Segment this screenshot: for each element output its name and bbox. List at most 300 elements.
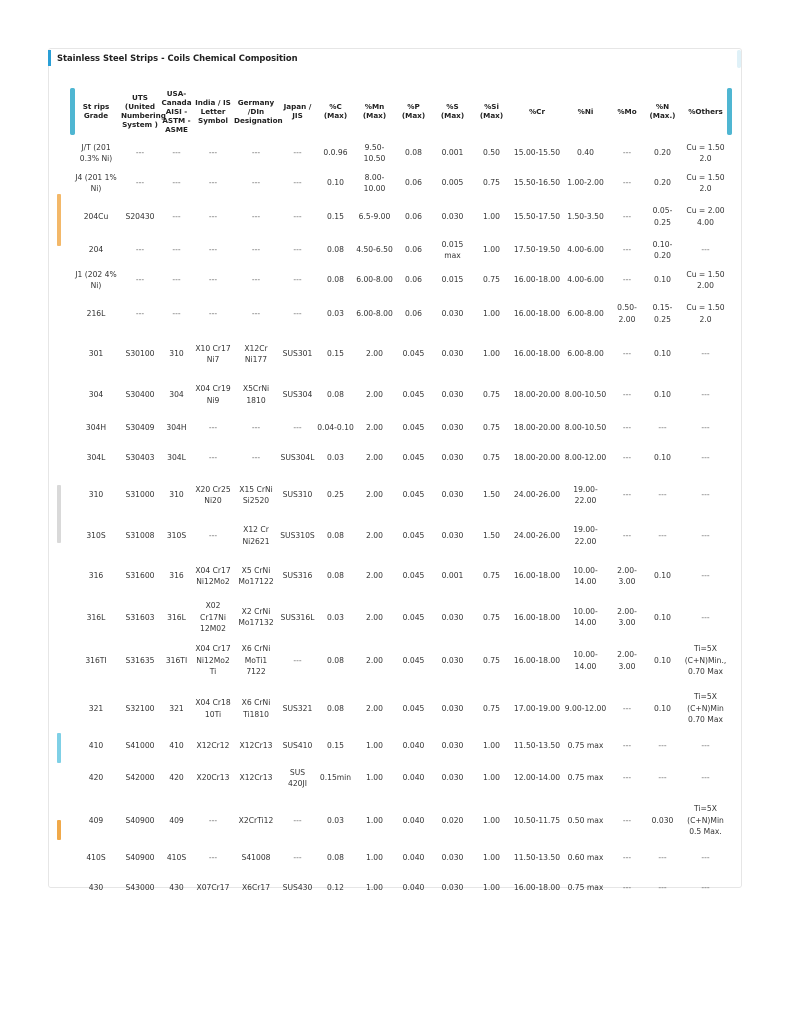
cell-silicon: 1.00 [483, 741, 500, 751]
cell-chromium: 10.50-11.75 [513, 815, 561, 825]
cell-phosphorus: 0.040 [402, 741, 425, 751]
cell-uns: S31600 [125, 571, 155, 581]
cell-carbon: 0.03 [327, 815, 344, 825]
cell-others: Ti=5X (C+N)Min 0.70 Max [687, 692, 724, 725]
cell-others: --- [701, 349, 710, 359]
cell-grade: 310S [86, 530, 106, 540]
cell-germany-din: --- [251, 423, 261, 433]
cell-india-is: X20Cr13 [196, 773, 230, 783]
cell-grade: 316TI [85, 655, 107, 665]
cell-others: --- [701, 245, 710, 255]
table-row [72, 685, 732, 733]
cell-phosphorus: 0.045 [402, 612, 425, 622]
cell-nickel: 4.00-6.00 [567, 275, 604, 285]
cell-india-is: X07Cr17 [196, 883, 230, 893]
cell-nitrogen: --- [658, 883, 667, 893]
table-row [72, 760, 732, 797]
cell-molybdenum: 2.00-3.00 [617, 606, 637, 628]
cell-germany-din: --- [251, 245, 261, 255]
cell-grade: 301 [88, 349, 104, 359]
cell-india-is: X04 Cr17 Ni12Mo2 [195, 565, 231, 586]
cell-uns: S31000 [125, 490, 155, 500]
cell-chromium: 24.00-26.00 [513, 490, 561, 500]
cell-grade: 304H [85, 423, 107, 433]
table-row [72, 376, 732, 413]
cell-carbon: 0.03 [327, 453, 344, 463]
cell-sulfur: 0.030 [441, 389, 464, 399]
cell-chromium: 15.50-16.50 [513, 178, 561, 188]
category-tag-ferritic [57, 820, 61, 840]
cell-india-is: --- [208, 853, 218, 863]
cell-phosphorus: 0.06 [405, 211, 422, 221]
cell-nickel: 19.00-22.00 [573, 484, 598, 505]
cell-nitrogen: 0.15-0.25 [652, 303, 673, 324]
table-row [72, 637, 732, 685]
cell-nickel: 9.00-12.00 [564, 703, 607, 713]
cell-chromium: 17.00-19.00 [513, 703, 561, 713]
cell-uns: S30100 [125, 349, 155, 359]
table-row [72, 235, 732, 265]
cell-molybdenum: --- [622, 275, 632, 285]
cell-chromium: 18.00-20.00 [513, 453, 561, 463]
cell-carbon: 0.08 [327, 245, 344, 255]
cell-sulfur: 0.030 [441, 530, 464, 540]
cell-nitrogen: 0.10 [654, 703, 671, 713]
cell-sulfur: 0.030 [441, 883, 464, 893]
cell-sulfur: 0.030 [441, 853, 464, 863]
cell-molybdenum: 2.00-3.00 [617, 650, 637, 671]
cell-aisi: --- [172, 275, 181, 285]
cell-molybdenum: --- [622, 741, 632, 751]
table-row [72, 845, 732, 872]
cell-others: --- [701, 571, 710, 581]
cell-germany-din: X6Cr17 [241, 883, 271, 893]
table-row [72, 797, 732, 845]
cell-manganese: 9.50-10.50 [363, 142, 386, 163]
cell-molybdenum: --- [622, 423, 632, 433]
cell-uns: --- [135, 148, 145, 158]
cell-molybdenum: --- [622, 453, 632, 463]
cell-aisi: 430 [169, 883, 184, 893]
cell-nickel: 10.00-14.00 [573, 650, 598, 671]
cell-nickel: 0.50 max [567, 815, 604, 825]
cell-manganese: 2.00 [366, 349, 383, 359]
category-tag-martensitic [57, 733, 61, 763]
cell-phosphorus: 0.045 [402, 423, 425, 433]
cell-japan-jis: SUS316 [282, 571, 313, 581]
cell-sulfur: 0.015 [441, 275, 464, 285]
cell-chromium: 15.50-17.50 [513, 211, 561, 221]
cell-others: --- [701, 453, 710, 463]
cell-molybdenum: --- [622, 815, 632, 825]
cell-japan-jis: SUS310S [280, 530, 315, 540]
cell-germany-din: X12 Cr Ni2621 [242, 525, 270, 546]
cell-silicon: 0.75 [483, 275, 500, 285]
cell-uns: S42000 [125, 773, 155, 783]
cell-germany-din: X12Cr13 [239, 741, 273, 751]
cell-others: Cu = 1.50 2.0 [686, 142, 725, 163]
cell-chromium: 16.00-18.00 [513, 571, 561, 581]
cell-manganese: 1.00 [366, 741, 383, 751]
category-tag-200-series [57, 194, 61, 246]
cell-silicon: 1.00 [483, 308, 500, 318]
cell-chromium: 11.50-13.50 [513, 741, 561, 751]
cell-germany-din: --- [251, 178, 261, 188]
cell-uns: S30400 [125, 389, 155, 399]
cell-molybdenum: --- [622, 148, 632, 158]
cell-nitrogen: 0.10 [654, 389, 671, 399]
cell-chromium: 16.00-18.00 [513, 612, 561, 622]
cell-nitrogen: --- [658, 741, 667, 751]
cell-japan-jis: --- [293, 423, 302, 433]
cell-uns: --- [135, 245, 145, 255]
cell-sulfur: 0.001 [441, 571, 464, 581]
cell-japan-jis: --- [293, 275, 302, 285]
cell-japan-jis: SUS304 [282, 389, 313, 399]
title-accent-bar [48, 50, 51, 66]
cell-japan-jis: SUS304L [280, 453, 315, 463]
table-header-row [72, 84, 732, 138]
cell-india-is: X10 Cr17 Ni7 [195, 343, 231, 364]
table-row [72, 413, 732, 443]
cell-nickel: 1.50-3.50 [567, 211, 604, 221]
cell-manganese: 2.00 [366, 490, 383, 500]
cell-others: Cu = 1.50 2.00 [686, 269, 725, 290]
cell-silicon: 0.75 [483, 389, 500, 399]
section-header [48, 50, 298, 66]
cell-molybdenum: --- [622, 211, 632, 221]
column-header-phosphorus: %P (Max) [401, 102, 426, 120]
cell-aisi: 410 [169, 741, 184, 751]
column-header-others: %Others [688, 106, 723, 116]
cell-nitrogen: 0.05-0.25 [652, 206, 673, 227]
cell-japan-jis: SUS430 [282, 883, 313, 893]
cell-carbon: 0.0.96 [323, 148, 348, 158]
cell-japan-jis: --- [293, 211, 302, 221]
cell-others: --- [701, 530, 710, 540]
cell-manganese: 1.00 [366, 853, 383, 863]
cell-japan-jis: SUS410 [282, 741, 313, 751]
cell-grade: 316 [88, 571, 104, 581]
cell-germany-din: X12Cr13 [239, 773, 273, 783]
cell-sulfur: 0.030 [441, 773, 464, 783]
cell-silicon: 1.50 [483, 490, 500, 500]
table-row [72, 517, 732, 554]
cell-grade: 430 [88, 883, 104, 893]
cell-others: Cu = 1.50 2.0 [686, 172, 725, 193]
table-row [72, 332, 732, 376]
cell-india-is: X04 Cr17 Ni12Mo2Ti [195, 644, 231, 677]
cell-silicon: 0.50 [483, 148, 500, 158]
cell-carbon: 0.08 [327, 655, 344, 665]
cell-india-is: --- [208, 423, 218, 433]
cell-molybdenum: --- [622, 245, 632, 255]
table-row [72, 138, 732, 168]
cell-india-is: X12Cr12 [196, 741, 230, 751]
cell-phosphorus: 0.040 [402, 815, 425, 825]
table-row [72, 168, 732, 198]
cell-manganese: 2.00 [366, 389, 383, 399]
cell-india-is: --- [208, 275, 218, 285]
cell-molybdenum: --- [622, 389, 632, 399]
cell-silicon: 1.00 [483, 883, 500, 893]
cell-chromium: 15.00-15.50 [513, 148, 561, 158]
cell-uns: S41000 [125, 741, 155, 751]
cell-nickel: 0.75 max [567, 741, 604, 751]
cell-aisi: 321 [169, 703, 184, 713]
cell-sulfur: 0.030 [441, 655, 464, 665]
cell-molybdenum: --- [622, 530, 632, 540]
cell-sulfur: 0.030 [441, 741, 464, 751]
cell-uns: S43000 [125, 883, 155, 893]
cell-nickel: 10.00-14.00 [573, 606, 598, 628]
cell-silicon: 1.50 [483, 530, 500, 540]
cell-others: Cu = 1.50 2.0 [686, 303, 725, 324]
cell-carbon: 0.25 [327, 490, 344, 500]
cell-molybdenum: --- [622, 349, 632, 359]
cell-aisi: --- [172, 211, 181, 221]
table-row [72, 733, 732, 760]
cell-nitrogen: --- [658, 853, 667, 863]
column-header-manganese: %Mn (Max) [362, 102, 387, 120]
cell-germany-din: X15 CrNi Si2520 [239, 484, 273, 505]
cell-grade: 409 [88, 815, 104, 825]
cell-phosphorus: 0.045 [402, 530, 425, 540]
cell-aisi: 316L [167, 612, 186, 622]
cell-manganese: 2.00 [366, 453, 383, 463]
table-row [72, 198, 732, 235]
cell-chromium: 24.00-26.00 [513, 530, 561, 540]
cell-others: --- [701, 389, 710, 399]
cell-silicon: 1.00 [483, 773, 500, 783]
table-row [72, 473, 732, 517]
cell-nickel: 0.75 max [567, 883, 604, 893]
category-tag-300-series [57, 485, 61, 543]
cell-silicon: 0.75 [483, 453, 500, 463]
cell-india-is: X04 Cr19 Ni9 [195, 384, 231, 405]
cell-silicon: 1.00 [483, 853, 500, 863]
cell-aisi: --- [172, 308, 181, 318]
cell-nickel: 0.75 max [567, 773, 604, 783]
cell-uns: S31603 [125, 612, 155, 622]
cell-sulfur: 0.030 [441, 703, 464, 713]
cell-nitrogen: 0.10 [654, 349, 671, 359]
cell-chromium: 16.00-18.00 [513, 655, 561, 665]
cell-grade: 420 [88, 773, 104, 783]
cell-aisi: 316 [169, 571, 184, 581]
cell-manganese: 6.00-8.00 [356, 275, 393, 285]
cell-aisi: --- [172, 148, 181, 158]
cell-nitrogen: 0.10 [654, 655, 671, 665]
cell-phosphorus: 0.040 [402, 853, 425, 863]
cell-phosphorus: 0.06 [405, 275, 422, 285]
column-header-germany-din: Germany /DIn Designation [234, 97, 283, 125]
cell-phosphorus: 0.08 [405, 148, 422, 158]
cell-others: --- [701, 423, 710, 433]
cell-phosphorus: 0.045 [402, 389, 425, 399]
cell-germany-din: X6 CrNi MoTi1 7122 [241, 644, 271, 677]
cell-manganese: 2.00 [366, 703, 383, 713]
cell-manganese: 8.00-10.00 [363, 172, 386, 193]
cell-sulfur: 0.005 [441, 178, 464, 188]
cell-nitrogen: 0.10 [654, 612, 671, 622]
cell-manganese: 2.00 [366, 530, 383, 540]
cell-phosphorus: 0.06 [405, 178, 422, 188]
cell-aisi: 310 [169, 349, 184, 359]
cell-sulfur: 0.030 [441, 453, 464, 463]
cell-grade: 204 [88, 245, 104, 255]
table-row [72, 872, 732, 905]
cell-nitrogen: 0.10 [654, 571, 671, 581]
cell-sulfur: 0.030 [441, 423, 464, 433]
cell-molybdenum: 2.00-3.00 [617, 565, 637, 586]
card-scroll-indicator [737, 50, 741, 68]
cell-nickel: 19.00-22.00 [573, 525, 598, 546]
cell-japan-jis: --- [293, 655, 302, 665]
cell-phosphorus: 0.045 [402, 703, 425, 713]
cell-carbon: 0.12 [327, 883, 344, 893]
cell-phosphorus: 0.045 [402, 453, 425, 463]
cell-manganese: 1.00 [366, 883, 383, 893]
cell-grade: 204Cu [83, 211, 109, 221]
cell-nitrogen: --- [658, 773, 667, 783]
cell-nitrogen: --- [658, 530, 667, 540]
cell-carbon: 0.03 [327, 308, 344, 318]
cell-nitrogen: 0.10 [654, 275, 671, 285]
cell-chromium: 11.50-13.50 [513, 853, 561, 863]
cell-sulfur: 0.030 [441, 612, 464, 622]
column-header-molybdenum: %Mo [617, 106, 637, 116]
cell-phosphorus: 0.045 [402, 571, 425, 581]
cell-carbon: 0.08 [327, 571, 344, 581]
cell-manganese: 2.00 [366, 612, 383, 622]
cell-germany-din: X2CrTi12 [238, 815, 274, 825]
cell-japan-jis: --- [293, 245, 302, 255]
cell-uns: S30403 [125, 453, 155, 463]
cell-japan-jis: SUS321 [282, 703, 313, 713]
cell-aisi: 304 [169, 389, 184, 399]
cell-silicon: 0.75 [483, 612, 500, 622]
cell-india-is: X02 Cr17Ni 12M02 [200, 601, 226, 633]
cell-others: --- [701, 883, 710, 893]
cell-japan-jis: --- [293, 148, 302, 158]
page-title: Stainless Steel Strips - Coils Chemical Composition [57, 53, 298, 63]
cell-carbon: 0.08 [327, 703, 344, 713]
cell-sulfur: 0.015 max [441, 239, 464, 260]
cell-nitrogen: --- [658, 423, 667, 433]
cell-manganese: 2.00 [366, 571, 383, 581]
cell-manganese: 2.00 [366, 423, 383, 433]
cell-aisi: 304L [167, 453, 186, 463]
cell-germany-din: --- [251, 308, 261, 318]
cell-uns: --- [135, 308, 145, 318]
cell-others: --- [701, 853, 710, 863]
cell-chromium: 16.00-18.00 [513, 349, 561, 359]
cell-silicon: 0.75 [483, 703, 500, 713]
cell-sulfur: 0.030 [441, 490, 464, 500]
cell-chromium: 16.00-18.00 [513, 308, 561, 318]
cell-manganese: 1.00 [366, 815, 383, 825]
cell-nitrogen: 0.20 [654, 178, 671, 188]
cell-india-is: --- [208, 308, 218, 318]
cell-manganese: 1.00 [366, 773, 383, 783]
cell-phosphorus: 0.045 [402, 349, 425, 359]
cell-chromium: 12.00-14.00 [513, 773, 561, 783]
cell-silicon: 1.00 [483, 349, 500, 359]
cell-nickel: 8.00-10.50 [564, 389, 607, 399]
cell-germany-din: X12Cr Ni177 [244, 343, 268, 364]
cell-india-is: X04 Cr18 10Ti [195, 698, 231, 719]
cell-molybdenum: --- [622, 703, 632, 713]
cell-sulfur: 0.030 [441, 211, 464, 221]
cell-nitrogen: 0.10 [654, 453, 671, 463]
cell-grade: J4 (201 1% Ni) [75, 172, 117, 193]
cell-japan-jis: --- [293, 815, 302, 825]
cell-carbon: 0.08 [327, 853, 344, 863]
cell-uns: S30409 [125, 423, 155, 433]
cell-manganese: 6.00-8.00 [356, 308, 393, 318]
column-header-grade: St rips Grade [82, 102, 110, 120]
cell-sulfur: 0.030 [441, 349, 464, 359]
cell-silicon: 1.00 [483, 815, 500, 825]
cell-phosphorus: 0.040 [402, 773, 425, 783]
cell-nickel: 1.00-2.00 [567, 178, 604, 188]
cell-silicon: 1.00 [483, 245, 500, 255]
column-header-india-is: India / IS Letter Symbol [195, 97, 231, 125]
cell-phosphorus: 0.06 [405, 308, 422, 318]
cell-chromium: 18.00-20.00 [513, 389, 561, 399]
cell-carbon: 0.10 [327, 178, 344, 188]
cell-uns: --- [135, 178, 145, 188]
cell-chromium: 16.00-18.00 [513, 275, 561, 285]
cell-phosphorus: 0.045 [402, 490, 425, 500]
cell-nitrogen: 0.20 [654, 148, 671, 158]
cell-sulfur: 0.020 [441, 815, 464, 825]
column-header-nickel: %Ni [577, 106, 594, 116]
cell-manganese: 6.5-9.00 [358, 211, 391, 221]
cell-germany-din: --- [251, 148, 261, 158]
cell-aisi: --- [172, 245, 181, 255]
cell-chromium: 17.50-19.50 [513, 245, 561, 255]
table-row [72, 443, 732, 473]
cell-phosphorus: 0.045 [402, 655, 425, 665]
cell-chromium: 18.00-20.00 [513, 423, 561, 433]
cell-silicon: 0.75 [483, 178, 500, 188]
cell-manganese: 2.00 [366, 655, 383, 665]
cell-nickel: 6.00-8.00 [567, 308, 604, 318]
composition-table [72, 84, 732, 905]
cell-germany-din: --- [251, 453, 261, 463]
cell-india-is: --- [208, 453, 218, 463]
cell-nickel: 8.00-12.00 [564, 453, 607, 463]
cell-japan-jis: SUS310 [282, 490, 313, 500]
cell-sulfur: 0.001 [441, 148, 464, 158]
cell-phosphorus: 0.040 [402, 883, 425, 893]
cell-japan-jis: SUS301 [282, 349, 313, 359]
cell-uns: S40900 [125, 853, 155, 863]
cell-molybdenum: --- [622, 178, 632, 188]
cell-grade: 321 [88, 703, 104, 713]
cell-molybdenum: --- [622, 773, 632, 783]
cell-nickel: 0.40 [577, 148, 594, 158]
cell-nickel: 6.00-8.00 [567, 349, 604, 359]
cell-nitrogen: 0.030 [651, 815, 674, 825]
cell-grade: 216L [86, 308, 106, 318]
cell-carbon: 0.08 [327, 530, 344, 540]
cell-grade: 316L [86, 612, 106, 622]
cell-carbon: 0.15 [327, 349, 344, 359]
cell-grade: 304 [88, 389, 104, 399]
